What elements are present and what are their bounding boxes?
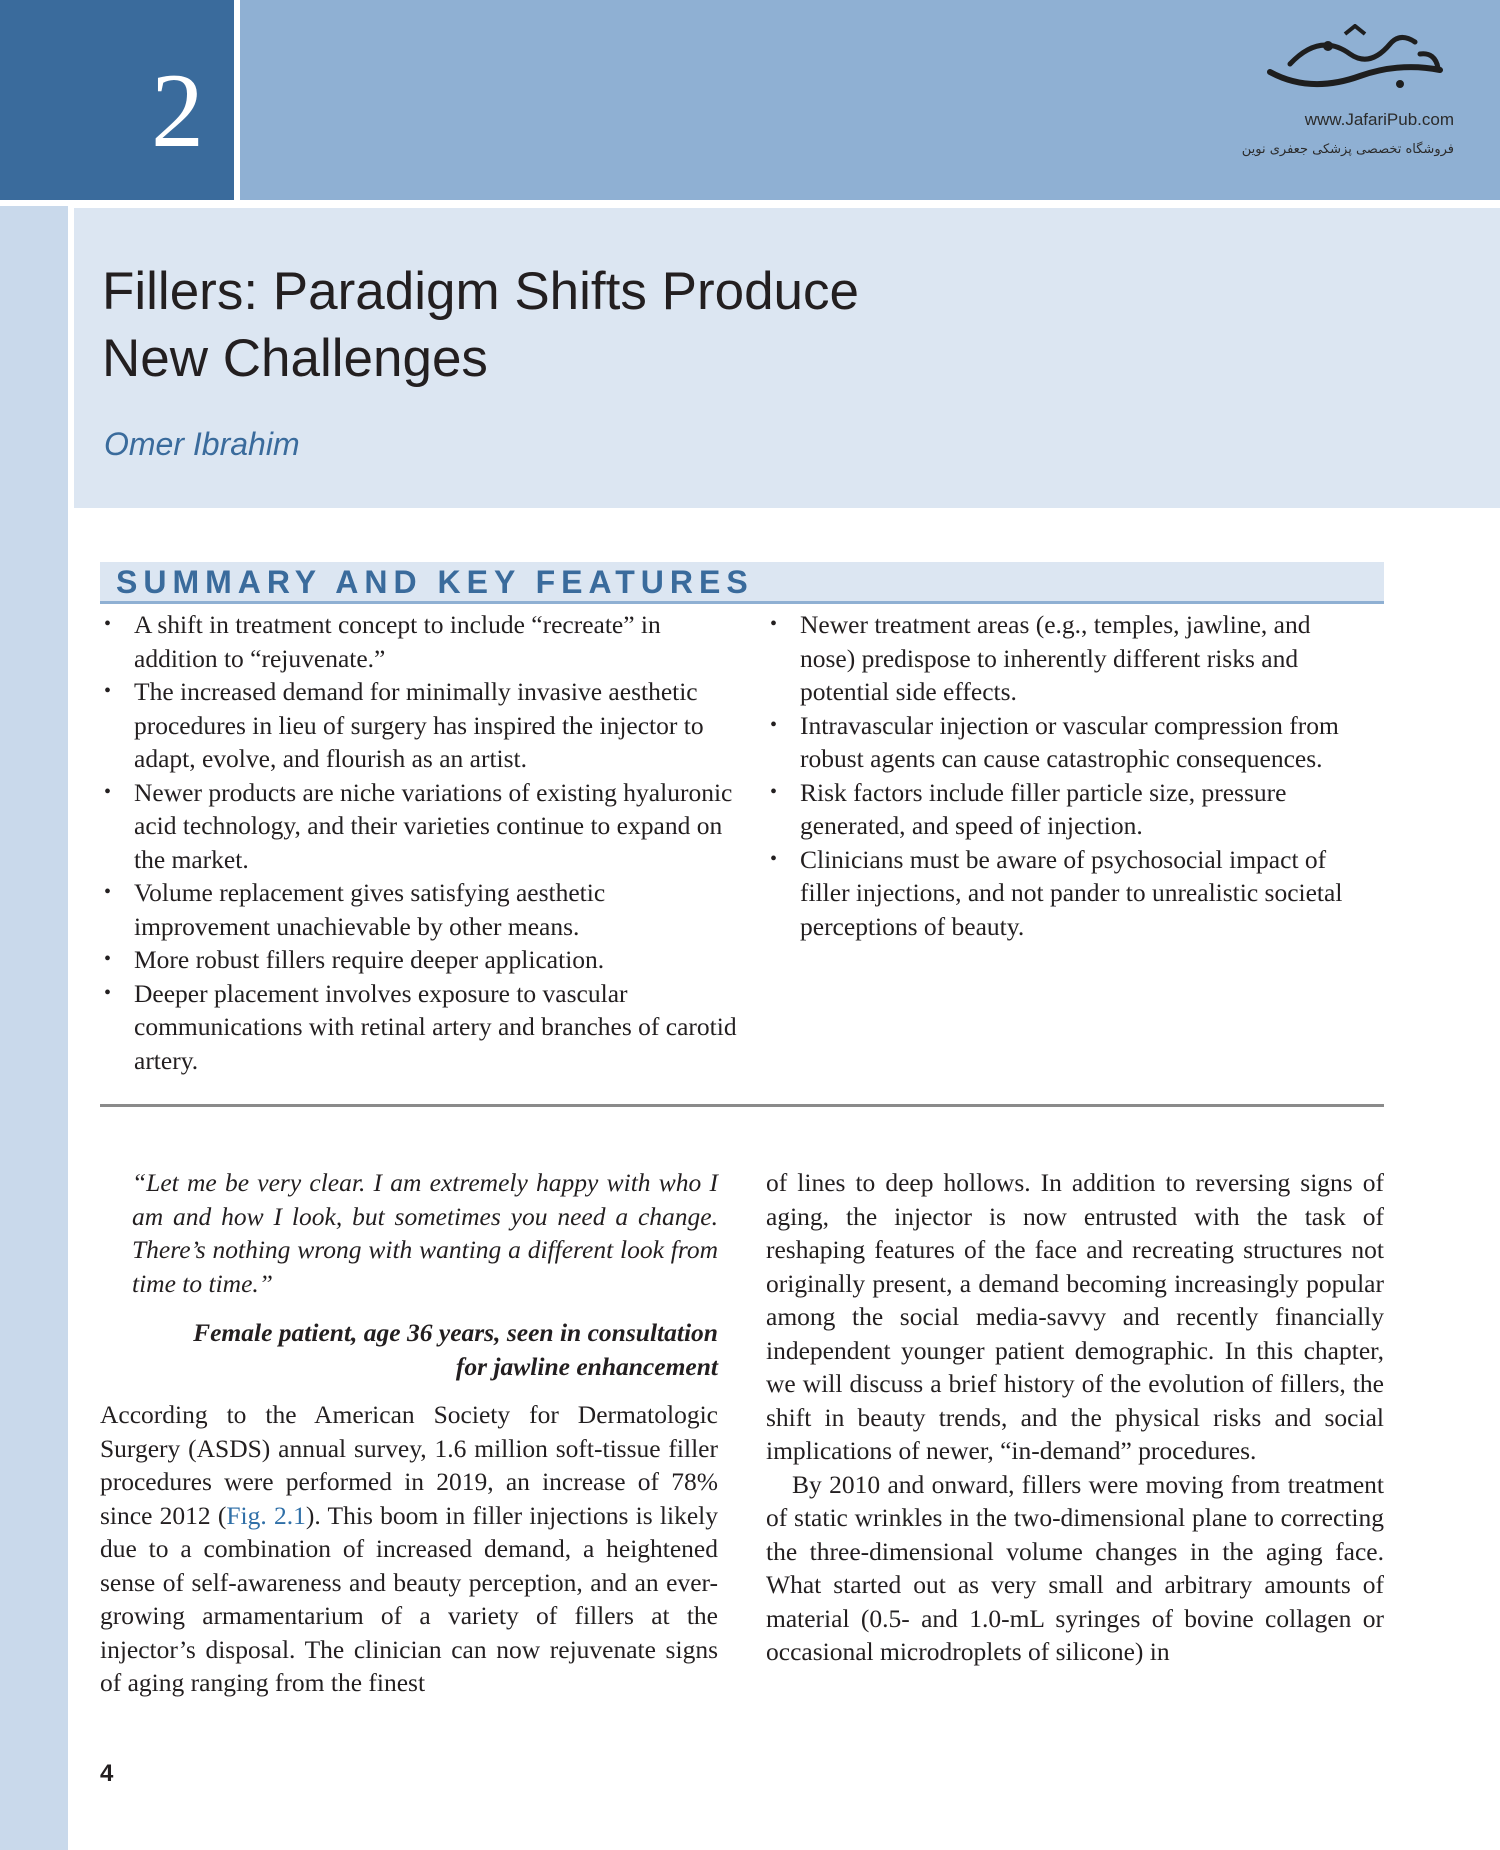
list-item: • Volume replacement gives satisfying aesthetic improvement unachievable by other means. <box>102 876 742 943</box>
list-item: • More robust fillers require deeper application. <box>102 943 742 977</box>
publisher-logo <box>1240 24 1470 174</box>
publisher-tagline: فروشگاه تخصصی پزشکی جعفری نوین <box>1241 142 1454 157</box>
epigraph-quote: “Let me be very clear. I am extremely happy with who I am and how I look, but sometimes you need a change. There’s nothing wrong with wanting a different look from time to time.” <box>132 1168 718 1298</box>
chapter-number: 2 <box>151 52 204 169</box>
summary-list-right <box>768 608 1368 943</box>
list-item: • Clinicians must be aware of psychosocial impact of filler injections, and not pander to unrealistic societal perceptions of beauty. <box>768 843 1368 944</box>
list-item: • The increased demand for minimally invasive aesthetic procedures in lieu of surgery has inspired the injector to adapt, evolve, and flourish as an artist. <box>102 675 742 776</box>
list-item: • Newer products are niche variations of existing hyaluronic acid technology, and their varieties continue to expand on the market. <box>102 776 742 877</box>
body-paragraph <box>100 1398 718 1700</box>
left-margin-stripe <box>0 206 68 1850</box>
body-column-right <box>766 1166 1384 1669</box>
summary-heading: SUMMARY AND KEY FEATURES <box>116 564 754 600</box>
header-bottom-rule <box>0 200 1500 206</box>
list-item: • Newer treatment areas (e.g., temples, jawline, and nose) predispose to inherently different risks and potential side effects. <box>768 608 1368 709</box>
body-paragraph: By 2010 and onward, fillers were moving from treatment of static wrinkles in the two-dimensional plane to correcting the three-dimensional volume changes in the aging face. What started out as very small and arbitrary amounts of material (0.5- and 1.0-mL syringes of bovine collagen or occasional microdroplets of silicone) in <box>766 1469 1384 1666</box>
list-item: • Intravascular injection or vascular compression from robust agents can cause catastrophic consequences. <box>768 709 1368 776</box>
section-divider <box>100 1104 1384 1107</box>
chapter-title <box>102 258 1202 392</box>
header-separator <box>234 0 240 200</box>
epigraph-attribution <box>132 1316 718 1383</box>
body-paragraph: of lines to deep hollows. In addition to reversing signs of aging, the injector is now entrusted with the task of reshaping features of the face and recreating structures not originally present, a demand becoming increasingly popular among the social media-savvy and recently financially independent younger patient demographic. In this chapter, we will discuss a brief history of the evolution of fillers, the shift in beauty trends, and the physical risks and social implications of newer, “in-demand” procedures. <box>766 1168 1384 1465</box>
chapter-title-line-1: Fillers: Paradigm Shifts Produce <box>102 262 860 321</box>
attribution-line-1: Female patient, age 36 years, seen in consultation <box>193 1318 718 1347</box>
list-item: • A shift in treatment concept to include “recreate” in addition to “rejuvenate.” <box>102 608 742 675</box>
summary-list-left <box>102 608 742 1077</box>
body-text: ). This boom in filler injections is likely due to a combination of increased demand, a heightened sense of self-awareness and beauty perception, and an ever-growing armamentarium of a variety of fillers at the injector’s disposal. The clinician can now rejuvenate signs of aging ranging from the finest <box>100 1500 718 1697</box>
body-text: According to the American Society for Dermatologic Surgery (ASDS) annual survey, 1.6 million soft-tissue filler procedures were performed in 2019, an increase of 78% since 2012 ( <box>100 1400 718 1530</box>
page-number: 4 <box>100 1760 114 1787</box>
body-column-left <box>100 1398 718 1700</box>
calligraphy-logo-icon <box>1250 24 1460 104</box>
figure-link[interactable]: Fig. 2.1 <box>226 1500 306 1530</box>
attribution-line-2: for jawline enhancement <box>455 1351 718 1381</box>
chapter-title-line-2: New Challenges <box>102 329 488 388</box>
title-block <box>74 208 1500 508</box>
chapter-number-box <box>0 0 234 200</box>
publisher-url: www.JafariPub.com <box>1304 110 1454 129</box>
list-item: • Risk factors include filler particle size, pressure generated, and speed of injection. <box>768 776 1368 843</box>
summary-heading-bar <box>100 562 1384 604</box>
author-name: Omer Ibrahim <box>104 426 300 462</box>
list-item: • Deeper placement involves exposure to vascular communications with retinal artery and branches of carotid artery. <box>102 977 742 1078</box>
